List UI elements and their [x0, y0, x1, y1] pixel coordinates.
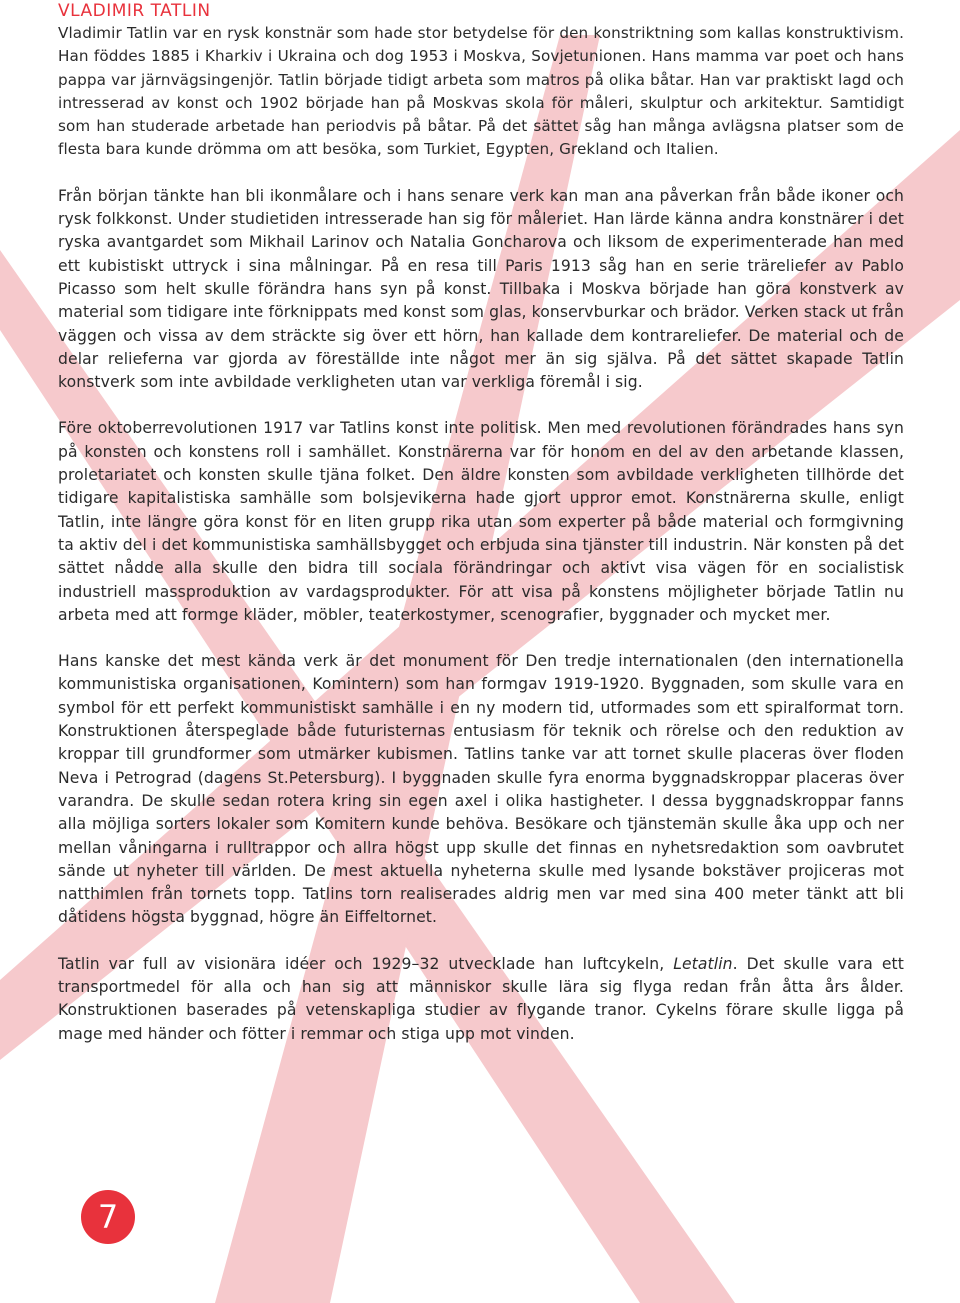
article [58, 0, 904, 1046]
letatlin-text-before: Tatlin var full av visionära idéer och 1929–32 utvecklade han luftcykeln, [58, 954, 674, 973]
page-title: VLADIMIR TATLIN [58, 1, 211, 21]
paragraph-monument: Hans kanske det mest kända verk är det monument för Den tredje internationalen (den internationella kommunistiska organisationen, Komintern) som han formgav 1919-1920. Byggnaden, som skulle vara en symbol för ett perfekt kommunistiskt samhälle i en ny modern tid, utformades som ett spiralformat torn. Konstruktionen återspeglade både futuristernas entusiasm för teknik och rörelse och den reduktion av kroppar till grundformer som utmärker kubismen. Tatlins tanke var att tornet skulle placeras över floden Neva i Petrograd (dagens St.Petersburg). I byggnaden skulle fyra enorma byggnadskroppar placeras över varandra. De skulle sedan rotera kring sin egen axel i olika hastigheter. I dessa byggnadskroppar fanns alla möjliga sorters lokaler som Komitern kunde behöva. Besökare och tjänstemän skulle åka upp och ner mellan våningarna i rulltrappor och allra högst upp skulle det finnas en nyhetsredaktion som oavbrutet sände ut nyheter till världen. De mest aktuella nyheterna skulle med lysande bokstäver projiceras mot natthimlen från tornets topp. Tatlins torn realiserades aldrig men var med sina 400 meter tänkt att bli dåtidens högsta byggnad, högre än Eiffeltornet. [58, 652, 904, 927]
paragraph-letatlin [58, 953, 904, 1046]
paragraph-intro: Vladimir Tatlin var en rysk konstnär som hade stor betydelse för den konstriktning som kallas konstruktivism. Han föddes 1885 i Kharkiv i Ukraina och dog 1953 i Moskva, Sovjetunionen. Hans mamma var poet och hans pappa var järnvägsingenjör. Tatlin började tidigt arbeta som matros på olika båtar. Han var praktiskt lagd och intresserad av konst och 1902 började han på Moskvas skola för måleri, skulptur och arkitektur. Samtidigt som han studerade arbetade han periodvis på båtar. På det sättet såg han många avlägsna platser som de flesta bara kunde drömma om att besöka, som Turkiet, Egypten, Grekland och Italien. [58, 24, 904, 159]
paragraph-revolution: Före oktoberrevolutionen 1917 var Tatlins konst inte politisk. Men med revolutionen förändrades hans syn på konsten och konstens roll i samhället. Konstnärerna var för honom en del av den arbetande klassen, proletariatet och konsten skulle tjäna folket. Den äldre konsten som avbildade verkligheten tillhörde det tidigare kapitalistiska samhälle som bolsjevikerna hade gjort uppror emot. Konstnärerna skulle, enligt Tatlin, inte längre göra konst för en liten grupp rika utan som experter på både material och formgivning ta aktiv del i det kommunistiska samhällsbygget och erbjuda sina tjänster till industrin. När konsten på det sättet nådde alla skulle den bidra till sociala förändringar och aktivt visa vägen för en socialistisk industriell massproduktion av vardagsprodukter. För att visa på konstens möjligheter började Tatlin nu arbeta med att formge kläder, möbler, teaterkostymer, scenografier, byggnader och mycket mer. [58, 419, 904, 624]
letatlin-text-after: . Det skulle vara ett transportmedel för alla och han sig att människor skulle lära sig flyga redan från åtta års ålder. Konstruktionen baserades på vetenskapliga studier av flygande tranor. Cykelns förare skulle ligga på mage med händer och fötter i remmar och stiga upp mot vinden. [58, 954, 904, 1043]
page-number-badge: 7 [81, 1190, 135, 1244]
letatlin-name: Letatlin [673, 954, 733, 973]
paragraph-early-career: Från början tänkte han bli ikonmålare och i hans senare verk kan man ana påverkan från både ikoner och rysk folkkonst. Under studietiden intresserade han sig för måleriet. Han lärde känna andra konstnärer i det ryska avantgardet som Mikhail Larinov och Natalia Goncharova och liksom de experimenterade han med ett kubistiskt uttryck i sina målningar. På en resa till Paris 1913 såg han en serie träreliefer av Pablo Picasso som helt skulle förändra hans syn på konst. Tillbaka i Moskva började han göra konstverk av material som tidigare inte förknippats med konst som glas, konservburkar och brädor. Verken stack ut från väggen och vissa av dem sträckte sig över ett hörn, han kallade dem kontrareliefer. De material och de delar relieferna var gjorda av föreställde inte något mer än sig själva. På det sättet skapade Tatlin konstverk som inte avbildade verkligheten utan var verkliga föremål i sig. [58, 186, 904, 392]
